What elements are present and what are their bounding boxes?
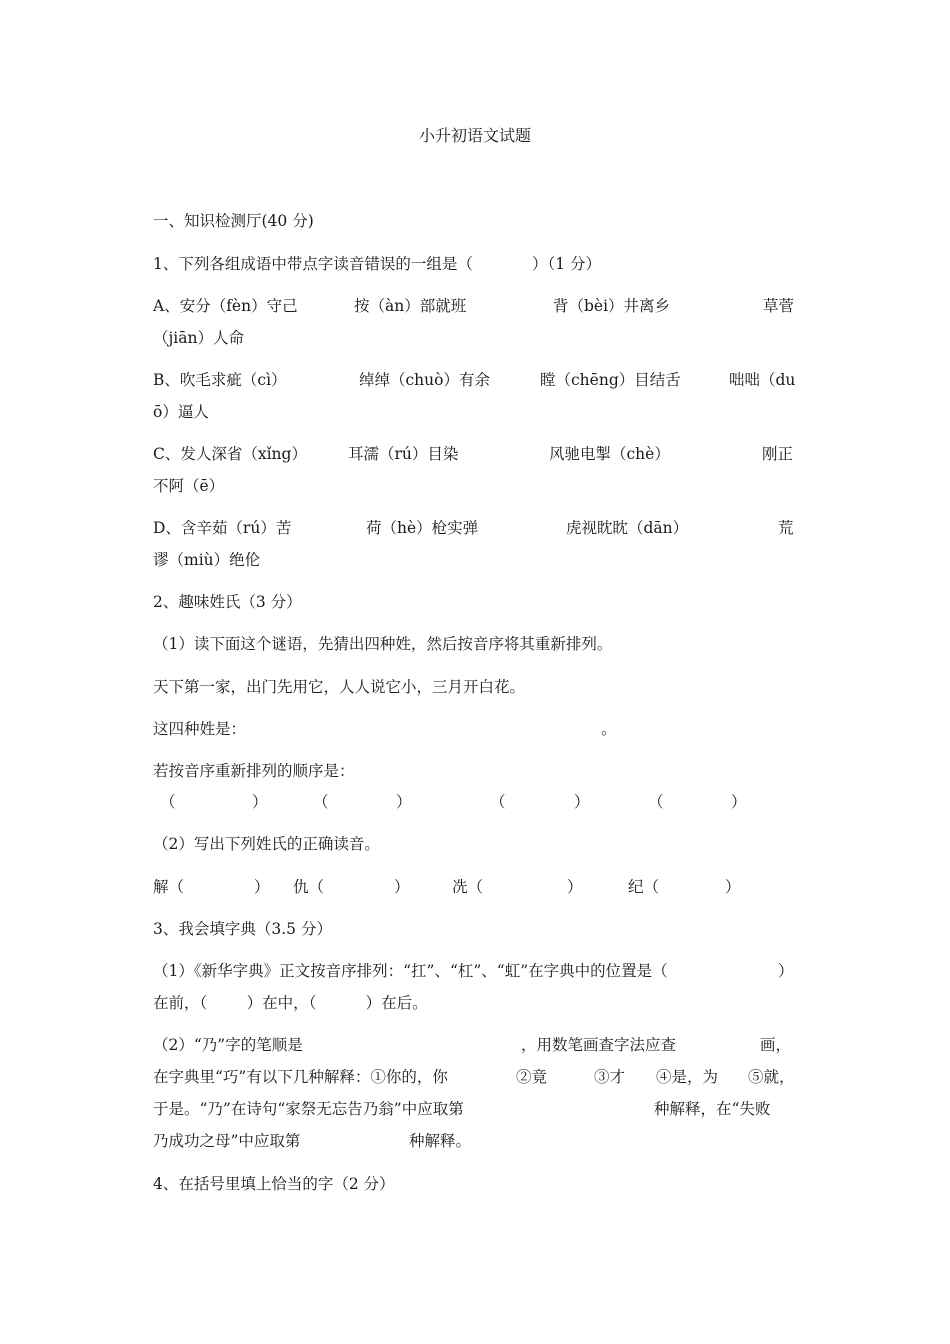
q3-part2: （2）“乃”字的笔顺是 — [153, 1036, 303, 1054]
q3-part1-close: ） — [778, 962, 794, 980]
q1-option-d-item4: 荒 — [778, 519, 794, 537]
page-title: 小升初语文试题 — [418, 126, 531, 145]
q1-option-c-item4: 刚正 — [762, 445, 794, 463]
q2-surname-close: ） — [394, 878, 410, 896]
q3-part2-mid: ，用数笔画查字法应查 — [521, 1036, 677, 1054]
q3-part2-end: 画， — [760, 1036, 792, 1054]
q2-blank-paren: ） — [574, 793, 590, 811]
q2-surname-close: ） — [567, 878, 583, 896]
section-heading: 一、知识检测厅(40 分) — [153, 212, 314, 230]
q2-blank-paren: （ — [648, 793, 664, 811]
q1-option-d-wrap: 谬（miù）绝伦 — [153, 551, 261, 569]
q2-riddle: 天下第一家，出门先用它，人人说它小，三月开白花。 — [153, 678, 526, 696]
q1-option-a: A、安分（fèn）守己 — [153, 297, 298, 315]
q3-meanings: 在字典里“巧”有以下几种解释：①你的，你 — [153, 1068, 448, 1086]
q3-meaning: ⑤就， — [748, 1068, 795, 1086]
q3-part1-wrap: 在前，（ ）在中，（ ）在后。 — [153, 994, 428, 1012]
q1-option-a-item2: 按（àn）部就班 — [354, 297, 467, 315]
q3-meaning: ②竟 — [516, 1068, 548, 1086]
q1-stem: 1、下列各组成语中带点字读音错误的一组是（ ）（1 分） — [153, 255, 602, 273]
q2-stem: 2、趣味姓氏（3 分） — [153, 593, 302, 611]
q1-option-a-item4: 草菅 — [763, 297, 795, 315]
q3-part1: （1）《新华字典》正文按音序排列：“扛”、“杠”、“虹”在字典中的位置是（ — [153, 962, 668, 980]
q1-option-c-wrap: 不阿（ē） — [153, 477, 225, 495]
q2-blank-paren: ） — [731, 793, 747, 811]
q1-option-d-item3: 虎视眈眈（dān） — [566, 519, 689, 537]
q1-option-b: B、吹毛求疵（cì） — [153, 371, 287, 389]
q2-blank-paren: （ — [160, 793, 176, 811]
q2-part1: （1）读下面这个谜语，先猜出四种姓，然后按音序将其重新排列。 — [153, 635, 613, 653]
q1-option-b-wrap: ō）逼人 — [153, 403, 209, 421]
q1-option-c: C、发人深省（xǐng） — [153, 445, 307, 463]
q3-poem-line: 于是。“乃”在诗句“家祭无忘告乃翁”中应取第 — [153, 1100, 464, 1118]
q3-proverb-line: 乃成功之母”中应取第 — [153, 1132, 301, 1150]
q2-blank-paren: ） — [252, 793, 268, 811]
q2-surname-close: ） — [254, 878, 270, 896]
q2-surname: 仇（ — [293, 878, 325, 896]
q3-meaning: ④是，为 — [656, 1068, 719, 1086]
q4-stem: 4、在括号里填上恰当的字（2 分） — [153, 1175, 395, 1193]
q1-option-c-item2: 耳濡（rú）目染 — [348, 445, 459, 463]
q3-meaning: ③才 — [594, 1068, 626, 1086]
q2-blank-paren: （ — [313, 793, 329, 811]
q1-option-b-item3: 瞠（chēng）目结舌 — [540, 371, 681, 389]
q2-names-end: 。 — [601, 720, 617, 738]
q1-option-c-item3: 风驰电掣（chè） — [549, 445, 670, 463]
q2-surname: 解（ — [153, 878, 185, 896]
q2-surname: 冼（ — [452, 878, 484, 896]
q3-stem: 3、我会填字典（3.5 分） — [153, 920, 332, 938]
q1-option-a-wrap: （jiān）人命 — [153, 329, 244, 347]
q1-option-d-item2: 荷（hè）枪实弹 — [366, 519, 479, 537]
q2-part2: （2）写出下列姓氏的正确读音。 — [153, 835, 380, 853]
q3-proverb-line-end: 种解释。 — [409, 1132, 472, 1150]
q1-option-a-item3: 背（bèi）井离乡 — [553, 297, 671, 315]
q2-surname: 纪（ — [628, 878, 660, 896]
q2-blank-paren: ） — [396, 793, 412, 811]
q1-option-d: D、含辛茹（rú）苦 — [153, 519, 292, 537]
q2-blank-paren: （ — [490, 793, 506, 811]
q3-poem-line-end: 种解释，在“失败 — [654, 1100, 771, 1118]
q1-option-b-item4: 咄咄（du — [729, 371, 796, 389]
q2-surname-close: ） — [725, 878, 741, 896]
q2-order-label: 若按音序重新排列的顺序是： — [153, 762, 355, 780]
q2-names-label: 这四种姓是： — [153, 720, 247, 738]
q1-option-b-item2: 绰绰（chuò）有余 — [359, 371, 490, 389]
